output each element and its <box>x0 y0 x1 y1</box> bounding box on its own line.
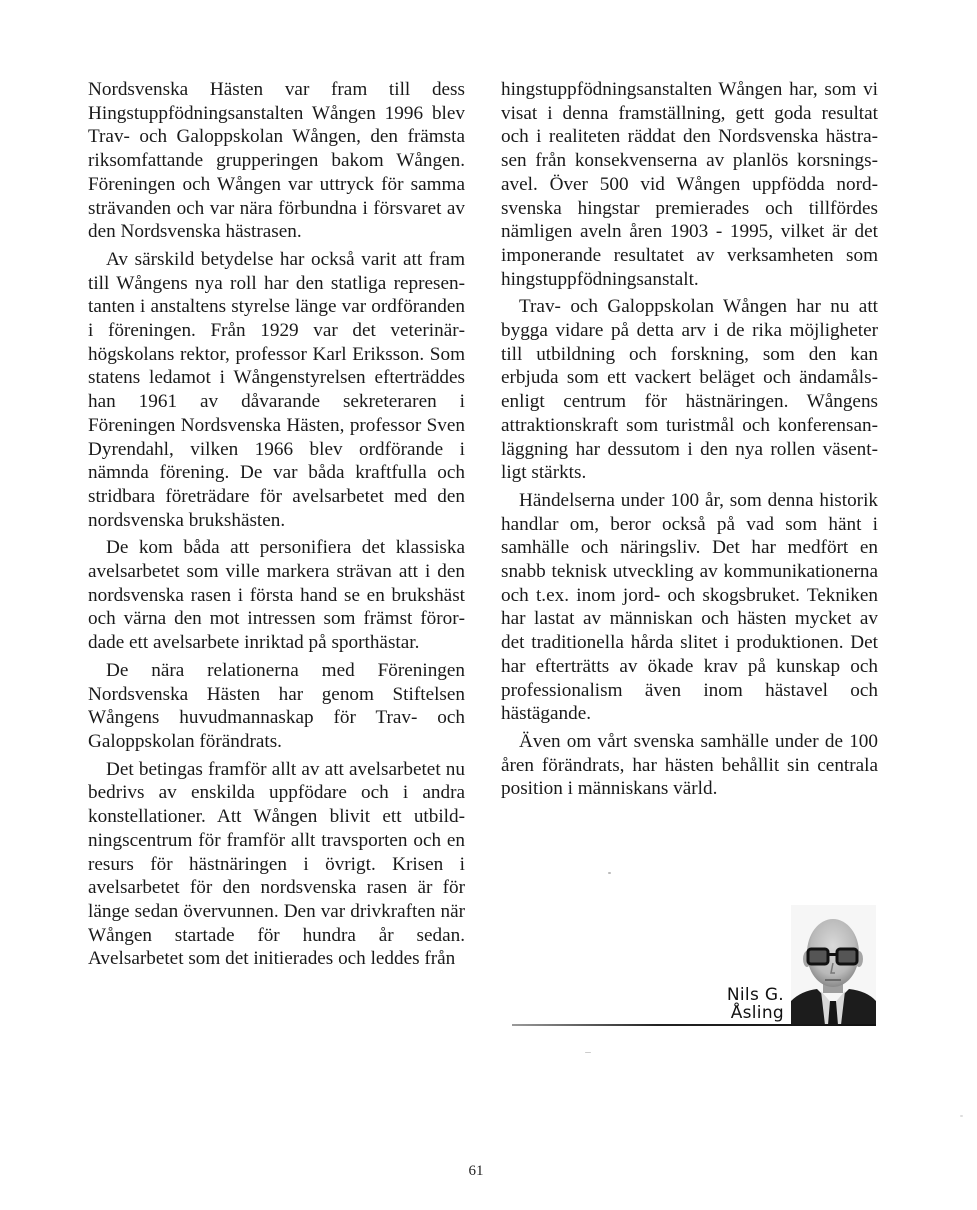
portrait-icon <box>791 905 876 1025</box>
author-signature-block <box>512 900 876 1028</box>
paragraph: Nordsvenska Hästen var fram till dess Hingstuppfödningsanstalten Wången 1996 blev Trav- och Galoppskolan Wången, den främsta riksomfattande grupperingen bakom Wången. Föreningen och Wången var uttryck för samma strävanden och var nära förbundna i försvaret av den Nordsvenska hästrasen. <box>88 79 465 243</box>
scan-speck <box>585 1052 591 1053</box>
paragraph: Händelserna under 100 år, som denna historik handlar om, beror också på vad som hänt i samhälle och näringsliv. Det har medfört en snabb teknisk utveckling av kommunikationerna och t.ex. inom jord- och skogsbruket. Tekniken har lastat av människan och hästen mycket av det traditionella hårda slitet i produktionen. Det har efterträtts av ökade krav på kunskap och professionalism även inom hästavel och hästägande. <box>501 489 878 725</box>
author-name-line-1: Nils G. <box>726 985 784 1005</box>
paragraph: Även om vårt svenska samhälle under de 100 åren förändrats, har hästen behållit sin centrala position i människans värld. <box>501 730 878 800</box>
paragraph: Trav- och Galoppskolan Wången har nu att bygga vidare på detta arv i de rika möjligheter till utbildning och forskning, som den kan erbjuda som ett vackert beläget och ändamålsenligt centrum för hästnäringen. Wångens attraktionskraft som turistmål och konferensanläggning har dessutom i den nya rollen väsentligt stärkts. <box>501 296 878 484</box>
scan-speck <box>608 872 611 874</box>
signature-rule-divider <box>512 1024 876 1026</box>
scan-speck <box>960 1115 963 1117</box>
author-name-line-2: Åsling <box>730 1003 784 1023</box>
paragraph: hingstuppfödningsanstalten Wången har, som vi visat i denna framställning, gett goda resultat och i realiteten räddat den Nordsvenska hästrasen från konsekvenserna av planlös korsningsavel. Över 500 vid Wången uppfödda nordsvenska hingstar premierades och tillfördes nämligen aveln åren 1903 - 1995, vilket är det imponerande resultatet av verksamheten som hingstuppfödningsanstalt. <box>501 79 878 290</box>
paragraph: De kom båda att personifiera det klassiska avelsarbetet som ville markera strävan att i den nordsvenska rasen i första hand se en brukshäst och värna den mot intressen som främst förordade ett avelsarbete inriktad på sporthästar. <box>88 537 465 654</box>
right-text-column <box>501 78 878 805</box>
paragraph: De nära relationerna med Föreningen Nordsvenska Hästen har genom Stiftelsen Wångens huvudmannaskap för Trav- och Galoppskolan förändrats. <box>88 659 465 752</box>
paragraph: Det betingas framför allt av att avelsarbetet nu bedrivs av enskilda uppfödare och i andra konstellationer. Att Wången blivit ett utbildningscentrum för framför allt travsporten och en resurs för hästnäringen i övrigt. Krisen i avelsarbetet för den nordsvenska rasen är för länge sedan övervunnen. Den var drivkraften när Wången startade för hundra år sedan. Avelsarbetet som det initierades och leddes från <box>88 758 465 970</box>
left-text-column <box>88 78 465 975</box>
author-name <box>727 986 784 1022</box>
paragraph: Av särskild betydelse har också varit att fram till Wångens nya roll har den statliga representanten i anstaltens styrelse länge var ordföranden i föreningen. Från 1929 var det veterinärhögskolans rektor, professor Karl Eriksson. Som statens ledamot i Wångenstyrelsen efterträddes han 1961 av dåvarande sekreteraren i Föreningen Nordsvenska Hästen, professor Sven Dyrendahl, vilken 1966 blev ordförande i nämnda förening. De var båda kraftfulla och stridbara företrädare för avelsarbetet med den nordsvenska brukshästen. <box>88 248 465 531</box>
author-portrait-photo <box>791 905 876 1025</box>
page-number: 61 <box>468 1163 484 1179</box>
